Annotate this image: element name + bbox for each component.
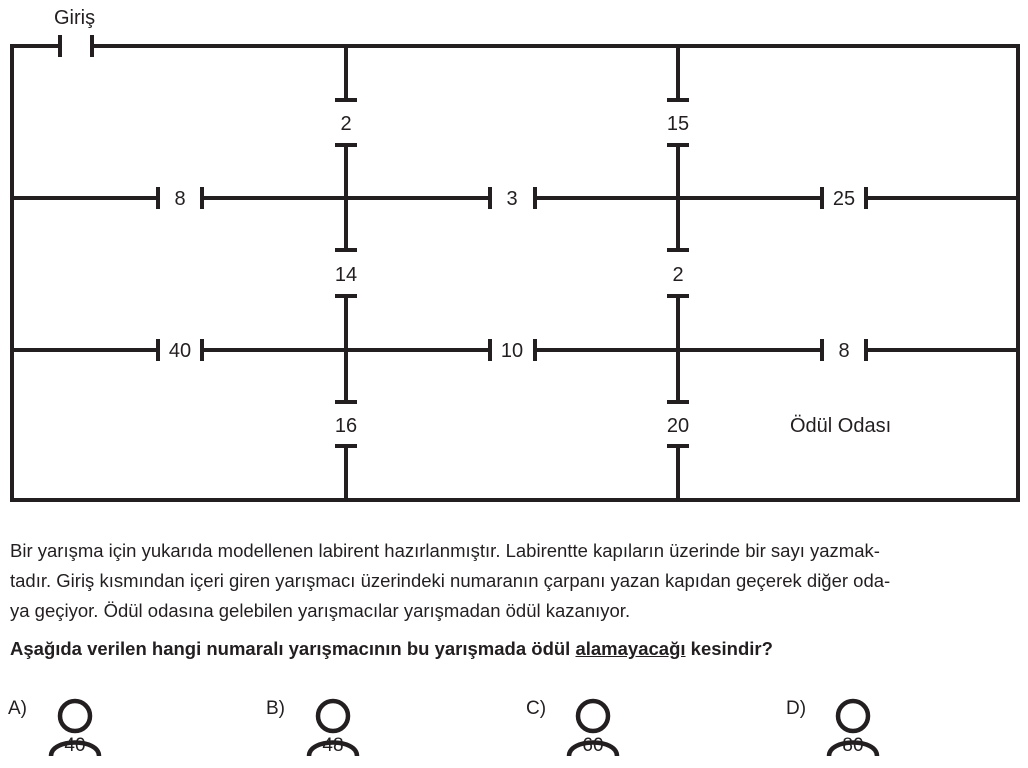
door-label-v-top-left: 2 bbox=[340, 113, 352, 135]
option-c-letter: C) bbox=[526, 698, 547, 719]
entrance-label: Giriş bbox=[54, 7, 96, 29]
door-label-v-bot-left: 16 bbox=[334, 415, 358, 437]
option-d-number: 80 bbox=[842, 735, 864, 756]
contestant-person-icon bbox=[818, 694, 888, 768]
question-prefix: Aşağıda verilen hangi numaralı yarışmacının bu yarışmada ödül bbox=[10, 638, 576, 659]
door-label-h-row1-right: 25 bbox=[832, 188, 856, 210]
door-label-h-row2-mid: 10 bbox=[500, 340, 524, 362]
door-label-v-mid-right: 2 bbox=[672, 264, 684, 286]
contestant-person-icon bbox=[558, 694, 628, 768]
question-suffix: kesindir? bbox=[685, 638, 773, 659]
door-label-h-row2-right: 8 bbox=[838, 340, 850, 362]
option-c-number: 60 bbox=[582, 735, 604, 756]
door-label-v-bot-right: 20 bbox=[666, 415, 690, 437]
option-b-number: 48 bbox=[322, 735, 344, 756]
door-label-h-row1-mid: 3 bbox=[506, 188, 518, 210]
contestant-person-icon bbox=[298, 694, 368, 768]
option-a-letter: A) bbox=[8, 698, 27, 719]
question-underlined-word: alamayacağı bbox=[575, 638, 686, 659]
prize-room-label: Ödül Odası bbox=[790, 415, 892, 437]
question-text bbox=[10, 637, 1020, 661]
option-b-letter: B) bbox=[266, 698, 285, 719]
description-line-2: tadır. Giriş kısmından içeri giren yarışmacı üzerindeki numaranın çarpanı yazan kapıdan geçerek diğer oda- bbox=[10, 570, 891, 591]
description-line-1: Bir yarışma için yukarıda modellenen labirent hazırlanmıştır. Labirentte kapıların üzerinde bir sayı yazmak- bbox=[10, 540, 880, 561]
description-line-3: ya geçiyor. Ödül odasına gelebilen yarışmacılar yarışmadan ödül kazanıyor. bbox=[10, 600, 631, 621]
problem-description bbox=[10, 536, 1020, 626]
door-label-v-mid-left: 14 bbox=[334, 264, 358, 286]
option-d-letter: D) bbox=[786, 698, 807, 719]
option-a-number: 40 bbox=[64, 735, 86, 756]
door-label-v-top-right: 15 bbox=[666, 113, 690, 135]
door-label-h-row1-left: 8 bbox=[174, 188, 186, 210]
door-label-h-row2-left: 40 bbox=[168, 340, 192, 362]
contestant-person-icon bbox=[40, 694, 110, 768]
